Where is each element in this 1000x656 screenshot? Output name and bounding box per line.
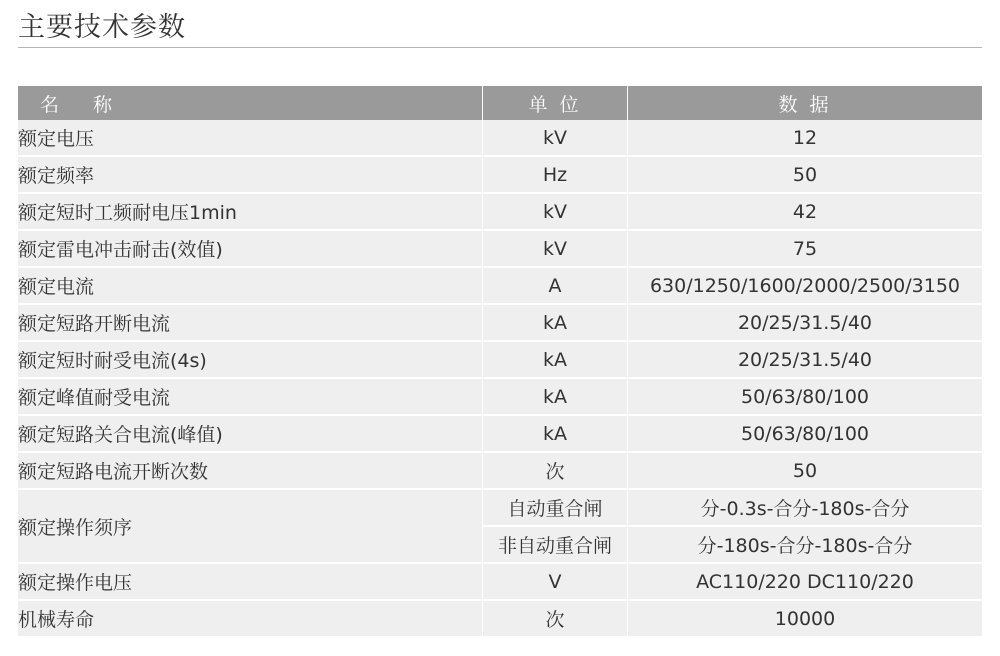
row-unit: kA: [483, 305, 628, 342]
row-name: 额定操作电压: [18, 564, 483, 601]
table-row: [18, 601, 982, 638]
row-value: 630/1250/1600/2000/2500/3150: [628, 268, 982, 305]
header-name: 名 称: [18, 86, 483, 120]
table-row: [18, 342, 982, 379]
table-row: [18, 564, 982, 601]
row-value: 分-0.3s-合分-180s-合分: [628, 490, 982, 527]
row-name: 额定短时工频耐电压1min: [18, 194, 483, 231]
row-value: 50: [628, 453, 982, 490]
table-row: [18, 305, 982, 342]
row-unit: kV: [483, 120, 628, 157]
row-unit: kV: [483, 231, 628, 268]
table-row: [18, 157, 982, 194]
table-row: [18, 453, 982, 490]
row-value: 50/63/80/100: [628, 379, 982, 416]
row-name: 额定短路关合电流(峰值): [18, 416, 483, 453]
table-row: [18, 194, 982, 231]
row-value: 分-180s-合分-180s-合分: [628, 527, 982, 564]
row-unit: 次: [483, 601, 628, 638]
row-value: 20/25/31.5/40: [628, 305, 982, 342]
row-unit: Hz: [483, 157, 628, 194]
header-unit: 单 位: [483, 86, 628, 120]
row-value: AC110/220 DC110/220: [628, 564, 982, 601]
row-unit: 次: [483, 453, 628, 490]
table-row: [18, 268, 982, 305]
row-unit: kA: [483, 416, 628, 453]
row-name: 额定短路开断电流: [18, 305, 483, 342]
row-unit: A: [483, 268, 628, 305]
table-header-row: [18, 86, 982, 120]
header-value: 数 据: [628, 86, 982, 120]
table-row: [18, 231, 982, 268]
table-row: [18, 379, 982, 416]
row-value: 12: [628, 120, 982, 157]
row-value: 75: [628, 231, 982, 268]
table-row: [18, 416, 982, 453]
row-name: 额定雷电冲击耐击(效值): [18, 231, 483, 268]
row-name: 额定短路电流开断次数: [18, 453, 483, 490]
row-unit: 自动重合闸: [483, 490, 628, 527]
row-value: 50: [628, 157, 982, 194]
page-title: 主要技术参数: [18, 12, 186, 43]
row-unit: kV: [483, 194, 628, 231]
row-name: 机械寿命: [18, 601, 483, 638]
row-value: 20/25/31.5/40: [628, 342, 982, 379]
row-name: 额定频率: [18, 157, 483, 194]
table-row: [18, 490, 982, 527]
row-name: 额定峰值耐受电流: [18, 379, 483, 416]
row-name: 额定电压: [18, 120, 483, 157]
row-name: 额定操作须序: [18, 490, 483, 564]
row-value: 42: [628, 194, 982, 231]
spec-table: [18, 86, 982, 638]
row-unit: kA: [483, 342, 628, 379]
row-value: 10000: [628, 601, 982, 638]
title-divider: [18, 47, 982, 48]
row-name: 额定电流: [18, 268, 483, 305]
row-unit: 非自动重合闸: [483, 527, 628, 564]
row-value: 50/63/80/100: [628, 416, 982, 453]
row-name: 额定短时耐受电流(4s): [18, 342, 483, 379]
row-unit: kA: [483, 379, 628, 416]
row-unit: V: [483, 564, 628, 601]
table-row: [18, 120, 982, 157]
